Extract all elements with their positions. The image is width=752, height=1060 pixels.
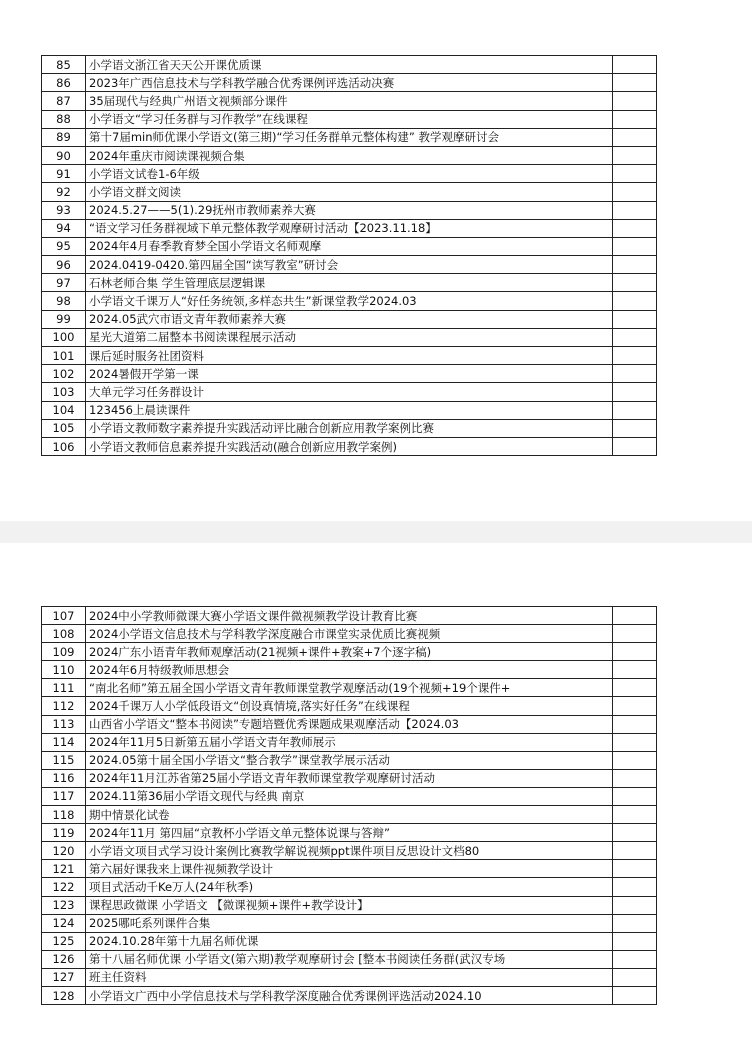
row-title: 山西省小学语文“整本书阅读”专题培暨优秀课题成果观摩活动【2024.03 (86, 715, 613, 733)
row-empty-cell (613, 968, 657, 986)
table-row (42, 328, 657, 346)
table-row (42, 733, 657, 751)
row-empty-cell (613, 878, 657, 896)
row-empty-cell (613, 932, 657, 950)
row-number: 101 (42, 347, 86, 365)
row-empty-cell (613, 74, 657, 92)
table-row (42, 986, 657, 1004)
row-title: 2024.05第十届全国小学语文“整合教学”课堂教学展示活动 (86, 751, 613, 769)
table-row (42, 715, 657, 733)
row-number: 113 (42, 715, 86, 733)
row-number: 108 (42, 625, 86, 643)
row-title: 2024年6月特级教师思想会 (86, 661, 613, 679)
row-number: 106 (42, 437, 86, 455)
table-row (42, 347, 657, 365)
row-title: 2024年重庆市阅读课视频合集 (86, 146, 613, 164)
row-empty-cell (613, 607, 657, 625)
table-row (42, 643, 657, 661)
row-empty-cell (613, 401, 657, 419)
row-empty-cell (613, 328, 657, 346)
table-row (42, 74, 657, 92)
row-empty-cell (613, 347, 657, 365)
row-number: 96 (42, 256, 86, 274)
row-empty-cell (613, 950, 657, 968)
row-empty-cell (613, 383, 657, 401)
row-empty-cell (613, 274, 657, 292)
table-row (42, 697, 657, 715)
row-number: 123 (42, 896, 86, 914)
row-empty-cell (613, 110, 657, 128)
table-row (42, 878, 657, 896)
row-title: “南北名师”第五届全国小学语文青年教师课堂教学观摩活动(19个视频+19个课件+ (86, 679, 613, 697)
row-title: 2023年广西信息技术与学科教学融合优秀课例评选活动决赛 (86, 74, 613, 92)
row-title: 小学语文“学习任务群与习作教学”在线课程 (86, 110, 613, 128)
row-number: 103 (42, 383, 86, 401)
table-row (42, 932, 657, 950)
row-empty-cell (613, 219, 657, 237)
row-number: 126 (42, 950, 86, 968)
row-empty-cell (613, 697, 657, 715)
row-empty-cell (613, 896, 657, 914)
row-title: 第六届好课我来上课件视频教学设计 (86, 860, 613, 878)
row-empty-cell (613, 292, 657, 310)
row-number: 99 (42, 310, 86, 328)
row-title: 2024暑假开学第一课 (86, 365, 613, 383)
row-title: 第十7届min师优课小学语文(第三期)“学习任务群单元整体构建” 教学观摩研讨会 (86, 128, 613, 146)
row-title: 项目式活动千Ke万人(24年秋季) (86, 878, 613, 896)
row-empty-cell (613, 56, 657, 74)
row-number: 124 (42, 914, 86, 932)
row-number: 110 (42, 661, 86, 679)
row-title: 课程思政微课 小学语文 【微课视频+课件+教学设计】 (86, 896, 613, 914)
table-row (42, 824, 657, 842)
table-row (42, 437, 657, 455)
table-row (42, 201, 657, 219)
row-number: 107 (42, 607, 86, 625)
row-title: 2024.10.28年第十九届名师优课 (86, 932, 613, 950)
table-row (42, 769, 657, 787)
row-title: 石林老师合集 学生管理底层逻辑课 (86, 274, 613, 292)
row-empty-cell (613, 92, 657, 110)
row-title: 2024年11月5日新第五届小学语文青年教师展示 (86, 733, 613, 751)
row-empty-cell (613, 842, 657, 860)
row-title: 大单元学习任务群设计 (86, 383, 613, 401)
row-empty-cell (613, 256, 657, 274)
row-number: 94 (42, 219, 86, 237)
page-separator (0, 521, 752, 543)
row-number: 105 (42, 419, 86, 437)
table-row (42, 383, 657, 401)
row-title: 2024.0419-0420.第四届全国“读写教室”研讨会 (86, 256, 613, 274)
row-title: 星光大道第二届整本书阅读课程展示活动 (86, 328, 613, 346)
row-number: 111 (42, 679, 86, 697)
row-number: 128 (42, 986, 86, 1004)
table-row (42, 219, 657, 237)
row-empty-cell (613, 165, 657, 183)
row-number: 104 (42, 401, 86, 419)
row-empty-cell (613, 806, 657, 824)
row-number: 100 (42, 328, 86, 346)
table-row (42, 401, 657, 419)
row-number: 86 (42, 74, 86, 92)
row-empty-cell (613, 661, 657, 679)
row-number: 122 (42, 878, 86, 896)
row-empty-cell (613, 860, 657, 878)
row-number: 115 (42, 751, 86, 769)
row-empty-cell (613, 419, 657, 437)
table-row (42, 310, 657, 328)
row-empty-cell (613, 625, 657, 643)
table-row (42, 607, 657, 625)
table-row (42, 661, 657, 679)
table-row (42, 625, 657, 643)
table-row (42, 419, 657, 437)
table-row (42, 292, 657, 310)
row-title: 小学语文群文阅读 (86, 183, 613, 201)
table-row (42, 146, 657, 164)
row-empty-cell (613, 733, 657, 751)
row-title: 小学语文教师信息素养提升实践活动(融合创新应用教学案例) (86, 437, 613, 455)
row-empty-cell (613, 715, 657, 733)
table-row (42, 914, 657, 932)
table-body (42, 607, 657, 1005)
row-number: 127 (42, 968, 86, 986)
row-title: 小学语文项目式学习设计案例比赛教学解说视频ppt课件项目反思设计文档80 (86, 842, 613, 860)
row-number: 117 (42, 787, 86, 805)
row-number: 116 (42, 769, 86, 787)
row-empty-cell (613, 183, 657, 201)
table-row (42, 56, 657, 74)
row-empty-cell (613, 914, 657, 932)
row-title: 期中情景化试卷 (86, 806, 613, 824)
row-empty-cell (613, 679, 657, 697)
row-number: 109 (42, 643, 86, 661)
table-row (42, 968, 657, 986)
row-title: 小学语文浙江省天天公开课优质课 (86, 56, 613, 74)
row-number: 98 (42, 292, 86, 310)
row-number: 112 (42, 697, 86, 715)
row-empty-cell (613, 310, 657, 328)
row-number: 120 (42, 842, 86, 860)
row-number: 85 (42, 56, 86, 74)
table-row (42, 183, 657, 201)
row-title: 2024年4月春季教育梦全国小学语文名师观摩 (86, 237, 613, 255)
row-title: 2024.5.27——5(1).29抚州市教师素养大赛 (86, 201, 613, 219)
row-title: 2024小学语文信息技术与学科教学深度融合市课堂实录优质比赛视频 (86, 625, 613, 643)
table-row (42, 806, 657, 824)
row-empty-cell (613, 365, 657, 383)
row-empty-cell (613, 128, 657, 146)
row-number: 97 (42, 274, 86, 292)
table-row (42, 896, 657, 914)
row-number: 92 (42, 183, 86, 201)
row-empty-cell (613, 201, 657, 219)
row-empty-cell (613, 769, 657, 787)
row-empty-cell (613, 146, 657, 164)
row-empty-cell (613, 824, 657, 842)
table-row (42, 110, 657, 128)
row-title: 35届现代与经典广州语文视频部分课件 (86, 92, 613, 110)
row-title: 2024.05武穴市语文青年教师素养大赛 (86, 310, 613, 328)
table-row (42, 128, 657, 146)
row-empty-cell (613, 986, 657, 1004)
table-row (42, 679, 657, 697)
row-title: 小学语文教师数字素养提升实践活动评比融合创新应用教学案例比赛 (86, 419, 613, 437)
row-empty-cell (613, 787, 657, 805)
row-number: 95 (42, 237, 86, 255)
row-title: 2024千课万人小学低段语文“创设真情境,落实好任务”在线课程 (86, 697, 613, 715)
table-row (42, 950, 657, 968)
row-empty-cell (613, 437, 657, 455)
table-body (42, 56, 657, 456)
table-row (42, 274, 657, 292)
table-row (42, 787, 657, 805)
row-title: 123456上晨读课件 (86, 401, 613, 419)
row-title: 小学语文千课万人“好任务统领,多样态共生”新课堂教学2024.03 (86, 292, 613, 310)
table-row (42, 165, 657, 183)
table-row (42, 365, 657, 383)
table-row (42, 237, 657, 255)
row-title: 课后延时服务社团资料 (86, 347, 613, 365)
row-title: 小学语文广西中小学信息技术与学科教学深度融合优秀课例评选活动2024.10 (86, 986, 613, 1004)
resource-table-bottom (41, 606, 657, 1005)
row-empty-cell (613, 751, 657, 769)
row-number: 93 (42, 201, 86, 219)
row-number: 91 (42, 165, 86, 183)
row-title: 班主任资料 (86, 968, 613, 986)
table-row (42, 256, 657, 274)
table-row (42, 842, 657, 860)
row-number: 121 (42, 860, 86, 878)
row-number: 90 (42, 146, 86, 164)
row-number: 89 (42, 128, 86, 146)
row-title: 2024年11月江苏省第25届小学语文青年教师课堂教学观摩研讨活动 (86, 769, 613, 787)
row-title: 2024中小学教师微课大赛小学语文课件微视频教学设计教育比赛 (86, 607, 613, 625)
row-empty-cell (613, 643, 657, 661)
row-title: 第十八届名师优课 小学语文(第六期)教学观摩研讨会 [整本书阅读任务群(武汉专场 (86, 950, 613, 968)
resource-table-top (41, 55, 657, 456)
row-number: 88 (42, 110, 86, 128)
table-row (42, 751, 657, 769)
row-title: 小学语文试卷1-6年级 (86, 165, 613, 183)
row-title: 2024.11第36届小学语文现代与经典 南京 (86, 787, 613, 805)
row-number: 102 (42, 365, 86, 383)
row-title: 2024广东小语青年教师观摩活动(21视频+课件+教案+7个逐字稿) (86, 643, 613, 661)
table-row (42, 860, 657, 878)
row-number: 114 (42, 733, 86, 751)
row-empty-cell (613, 237, 657, 255)
row-number: 125 (42, 932, 86, 950)
row-title: 2025哪吒系列课件合集 (86, 914, 613, 932)
row-number: 118 (42, 806, 86, 824)
row-title: “语文学习任务群视域下单元整体教学观摩研讨活动【2023.11.18】 (86, 219, 613, 237)
row-number: 87 (42, 92, 86, 110)
row-number: 119 (42, 824, 86, 842)
table-row (42, 92, 657, 110)
row-title: 2024年11月 第四届“京教杯小学语文单元整体说课与答辩” (86, 824, 613, 842)
